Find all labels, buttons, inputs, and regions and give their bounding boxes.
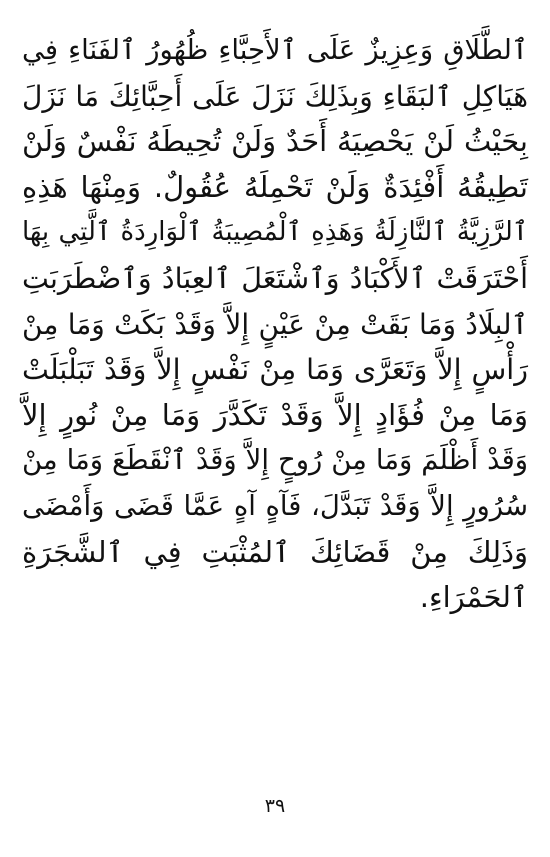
text-line: وَذَلِكَ مِنْ قَضَائِكَ ٱلمُثْبَتِ فِي ٱلشَّجَرَةِ: [22, 534, 528, 569]
body-text: [22, 28, 528, 621]
text-line: ٱلطَّلَاقِ وَعِزِيزٌ عَلَى ٱلأَحِبَّاءِ ظُهُورُ ٱلفَنَاءِ فِي: [22, 34, 528, 66]
text-line: أَحْتَرَقَتْ ٱلأَكْبَادُ وَٱشْتَعَلَ ٱلعِبَادُ وَٱضْطَرَبَتِ: [22, 261, 528, 295]
text-line: بِحَيْثُ لَنْ يَحْصِيَهُ أَحَدٌ وَلَنْ تُحِيطَهُ نَفْسٌ وَلَنْ: [22, 124, 528, 159]
text-line: رَأْسٍ إِلاَّ وَتَعَرَّى وَمَا مِنْ نَفْسٍ إِلاَّ وَقَدْ تَبَلْبَلَتْ: [22, 353, 528, 387]
text-line: وَقَدْ أَظْلَمَ وَمَا مِنْ رُوحٍ إِلاَّ وَقَدْ ٱنْقَطَعَ وَمَا مِنْ: [22, 444, 528, 477]
text-line: تَطِيقُهُ أَفْئِدَةٌ وَلَنْ تَحْمِلَهُ عُقُولٌ. وَمِنْهَا هَذِهِ: [22, 169, 528, 204]
text-line-last: ٱلحَمْرَاءِ.: [419, 580, 528, 615]
text-line: ٱلبِلَادُ وَمَا بَقَتْ مِنْ عَيْنٍ إِلاَّ وَقَدْ بَكَتْ وَمَا مِنْ: [22, 307, 528, 341]
text-line: ٱلرَّزِيَّةُ ٱلنَّازِلَةُ وَهَذِهِ ٱلْمُصِيبَةُ ٱلْوَارِدَةُ ٱلَّتِي بِهَا: [22, 217, 528, 248]
text-line: هَيَاكِلِ ٱلبَقَاءِ وَبِذَلِكَ نَزَلَ عَلَى أَحِبَّائِكَ مَا نَزَلَ: [22, 79, 528, 113]
page-number: ٣٩: [264, 795, 286, 817]
text-line: سُرُورٍ إِلاَّ وَقَدْ تَبَدَّلَ، فَآهٍ آهٍ عَمَّا قَضَى وَأَمْضَى: [22, 489, 528, 522]
text-line: وَمَا مِنْ فُؤَادٍ إِلاَّ وَقَدْ تَكَدَّرَ وَمَا مِنْ نُورٍ إِلاَّ: [22, 397, 528, 432]
